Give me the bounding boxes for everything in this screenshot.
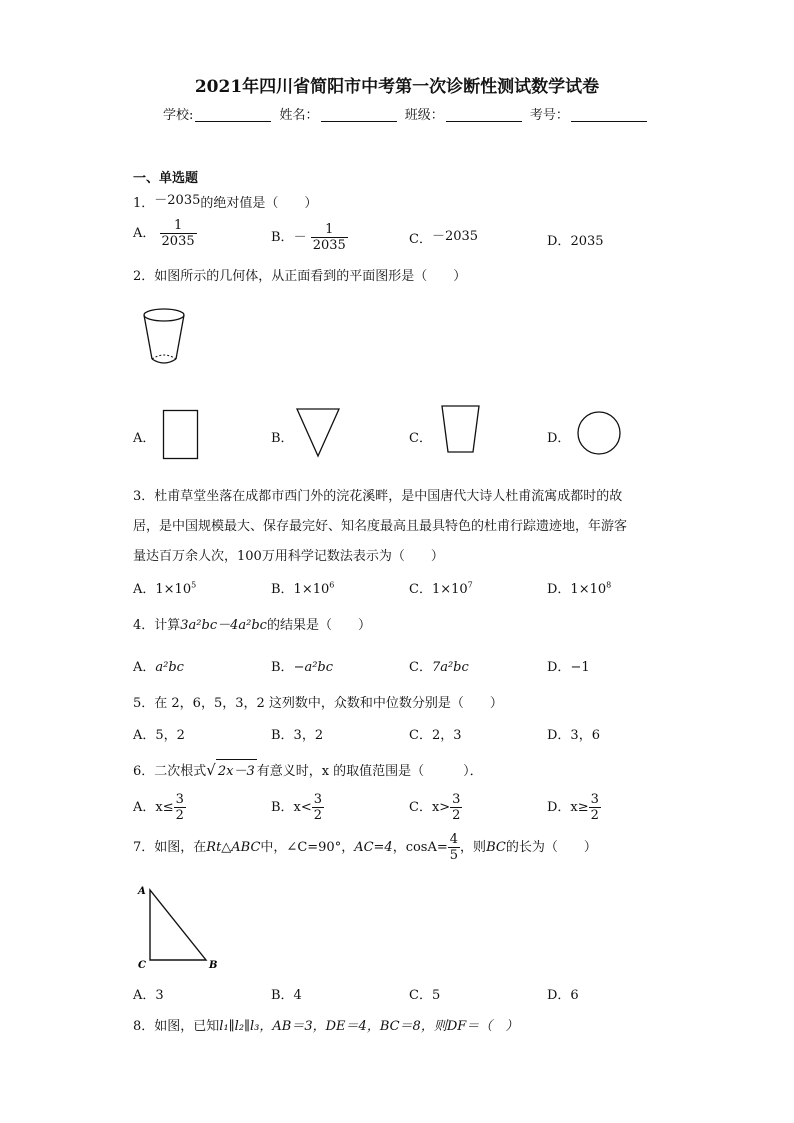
q2-option-b[interactable] <box>271 427 294 446</box>
q4-option-c[interactable] <box>409 656 469 675</box>
q3-option-d[interactable] <box>547 578 611 597</box>
q7-ac: AC=4 <box>354 840 393 855</box>
q2-option-d[interactable] <box>547 427 570 446</box>
q5-option-d[interactable]: D．3，6 <box>547 728 600 743</box>
q6-radicand: 2x－3 <box>216 759 257 779</box>
q7-then: ，则 <box>460 840 487 855</box>
exponent: 7 <box>467 580 473 590</box>
cup-figure <box>140 305 200 369</box>
option-label: D． <box>547 431 571 446</box>
denominator: 2 <box>590 808 599 823</box>
q7-option-a[interactable]: A．3 <box>133 988 164 1003</box>
school-label: 学校: <box>163 108 194 123</box>
q3-line-1: 3．杜甫草堂坐落在成都市西门外的浣花溪畔，是中国唐代大诗人杜甫流寓成都时的故 <box>133 489 623 504</box>
q3-option-b[interactable] <box>271 578 334 597</box>
denominator: 2 <box>313 808 323 823</box>
school-blank[interactable] <box>195 107 271 122</box>
minus-sign: － <box>293 230 307 245</box>
student-info-line <box>163 104 651 123</box>
number-blank[interactable] <box>571 107 647 122</box>
q6-pre: 6．二次根式 <box>133 764 207 779</box>
q7-angle: 中，∠C=90°， <box>260 840 355 855</box>
vertex-a-label: A <box>138 886 146 897</box>
q4-expression: 3a²bc－4a²bc <box>180 618 267 633</box>
denominator: 5 <box>449 848 459 863</box>
q7-end: 的长为（ ） <box>505 840 597 855</box>
numerator: 3 <box>452 792 461 807</box>
q7-option-c[interactable]: C．5 <box>409 988 441 1003</box>
class-label: 班级： <box>404 108 444 123</box>
numerator: 3 <box>590 792 599 807</box>
q4-option-b[interactable] <box>271 656 333 675</box>
option-label: C． <box>409 660 432 675</box>
option-value: B．1×10 <box>271 582 330 597</box>
number-label: 考号： <box>529 108 569 123</box>
question-7 <box>133 832 597 863</box>
q4-option-d[interactable] <box>547 656 590 675</box>
numerator: 3 <box>313 792 323 807</box>
q1-stem: 的绝对值是（ ） <box>200 196 318 211</box>
option-label: C． <box>409 431 432 446</box>
q6-post: 有意义时，x 的取值范围是（ ）． <box>256 764 483 779</box>
denominator: 2035 <box>161 234 195 249</box>
q1-a-fraction <box>160 218 197 249</box>
option-value: 7a²bc <box>431 660 469 675</box>
q8-bc: ，BC＝8，则 <box>366 1019 447 1034</box>
q7-option-b[interactable]: B．4 <box>271 988 302 1003</box>
option-value: C．1×10 <box>409 582 468 597</box>
option-value: −a²bc <box>293 660 334 675</box>
exponent: 8 <box>606 580 612 590</box>
q7-triangle: Rt△ABC <box>206 840 261 855</box>
question-4 <box>133 614 371 633</box>
numerator: 3 <box>175 792 184 807</box>
q7-cos: ，cosA= <box>392 840 448 855</box>
name-blank[interactable] <box>321 107 397 122</box>
q7-pre: 7．如图，在 <box>133 840 207 855</box>
option-label: A． <box>133 660 156 675</box>
q4-pre: 4．计算 <box>133 618 181 633</box>
q8-pre: 8．如图，已知 <box>133 1019 220 1034</box>
class-blank[interactable] <box>446 107 522 122</box>
option-label: C． <box>409 232 432 247</box>
q7-fraction <box>448 832 460 863</box>
option-label: B． <box>271 660 294 675</box>
rectangle-shape <box>163 410 199 460</box>
q1-option-a[interactable] <box>133 218 197 249</box>
option-value: a²bc <box>155 660 184 675</box>
option-value: C．x> <box>409 800 451 815</box>
section-heading: 一、单选题 <box>133 171 199 186</box>
option-value: D．x≥ <box>547 800 589 815</box>
q4-post: 的结果是（ ） <box>266 618 371 633</box>
name-label: 姓名： <box>279 108 319 123</box>
q3-option-a[interactable] <box>133 578 196 597</box>
q6-option-b[interactable] <box>271 792 324 823</box>
option-label: B． <box>271 431 294 446</box>
q4-option-a[interactable] <box>133 656 184 675</box>
q7-option-d[interactable]: D．6 <box>547 988 579 1003</box>
option-label: D． <box>547 234 571 249</box>
q5-option-b[interactable]: B．3，2 <box>271 728 324 743</box>
fraction <box>174 792 186 823</box>
q8-lines: l₁∥l₂∥l₃ <box>219 1019 260 1034</box>
exponent: 5 <box>191 580 197 590</box>
q6-option-a[interactable] <box>133 792 186 823</box>
q2-option-c[interactable] <box>409 427 432 446</box>
fraction <box>312 792 324 823</box>
exponent: 6 <box>329 580 335 590</box>
fraction <box>450 792 462 823</box>
q8-ab: ，AB＝3， <box>259 1019 326 1034</box>
numerator: 1 <box>325 222 334 237</box>
q1-value: －2035 <box>154 193 201 208</box>
option-label: D． <box>547 660 571 675</box>
option-label: B． <box>271 230 294 245</box>
question-1 <box>133 192 317 211</box>
fraction <box>589 792 601 823</box>
option-value: 2035 <box>570 234 604 249</box>
option-label: A． <box>133 431 156 446</box>
q8-df: DF＝（ ） <box>446 1019 519 1034</box>
q3-option-c[interactable] <box>409 578 473 597</box>
question-2: 2．如图所示的几何体，从正面看到的平面图形是（ ） <box>133 269 467 284</box>
trapezoid-shape <box>441 405 481 455</box>
q6-option-d[interactable] <box>547 792 601 823</box>
q8-de: DE＝4 <box>325 1019 367 1034</box>
q1-option-d[interactable] <box>547 230 604 249</box>
triangle-shape <box>296 408 340 458</box>
option-value: A．1×10 <box>133 582 192 597</box>
option-value: −1 <box>570 660 590 675</box>
page-title: 2021年四川省简阳市中考第一次诊断性测试数学试卷 <box>194 77 600 97</box>
q3-line-3: 量达百万余人次，100万用科学记数法表示为（ ） <box>133 549 444 564</box>
numerator: 1 <box>173 218 183 233</box>
q1-b-fraction <box>311 222 348 253</box>
denominator: 2035 <box>312 238 346 253</box>
q5-option-c[interactable]: C．2，3 <box>409 728 462 743</box>
q6-option-c[interactable] <box>409 792 462 823</box>
option-value: D．1×10 <box>547 582 607 597</box>
question-5: 5．在 2，6，5，3，2 这列数中，众数和中位数分别是（ ） <box>133 696 503 711</box>
option-value: A．x≤ <box>133 800 174 815</box>
numerator: 4 <box>449 832 459 847</box>
q2-option-a[interactable] <box>133 427 155 446</box>
option-label: A． <box>133 226 156 241</box>
q5-option-a[interactable]: A．5，2 <box>133 728 185 743</box>
denominator: 2 <box>452 808 461 823</box>
vertex-b-label: B <box>209 960 218 971</box>
q1-number: 1． <box>133 196 155 211</box>
q1-option-b[interactable] <box>271 222 348 253</box>
question-8 <box>133 1015 518 1034</box>
denominator: 2 <box>175 808 184 823</box>
q7-bc: BC <box>486 840 506 855</box>
option-value: －2035 <box>431 229 479 244</box>
q1-option-c[interactable] <box>409 228 478 247</box>
right-triangle-figure <box>136 884 226 970</box>
question-6 <box>133 759 483 779</box>
sqrt-symbol: √ <box>206 761 216 779</box>
q3-line-2: 居，是中国规模最大、保存最完好、知名度最高且最具特色的杜甫行踪遗迹地，年游客 <box>133 519 628 534</box>
option-value: B．x< <box>271 800 312 815</box>
vertex-c-label: C <box>138 960 146 971</box>
circle-shape <box>576 410 624 458</box>
